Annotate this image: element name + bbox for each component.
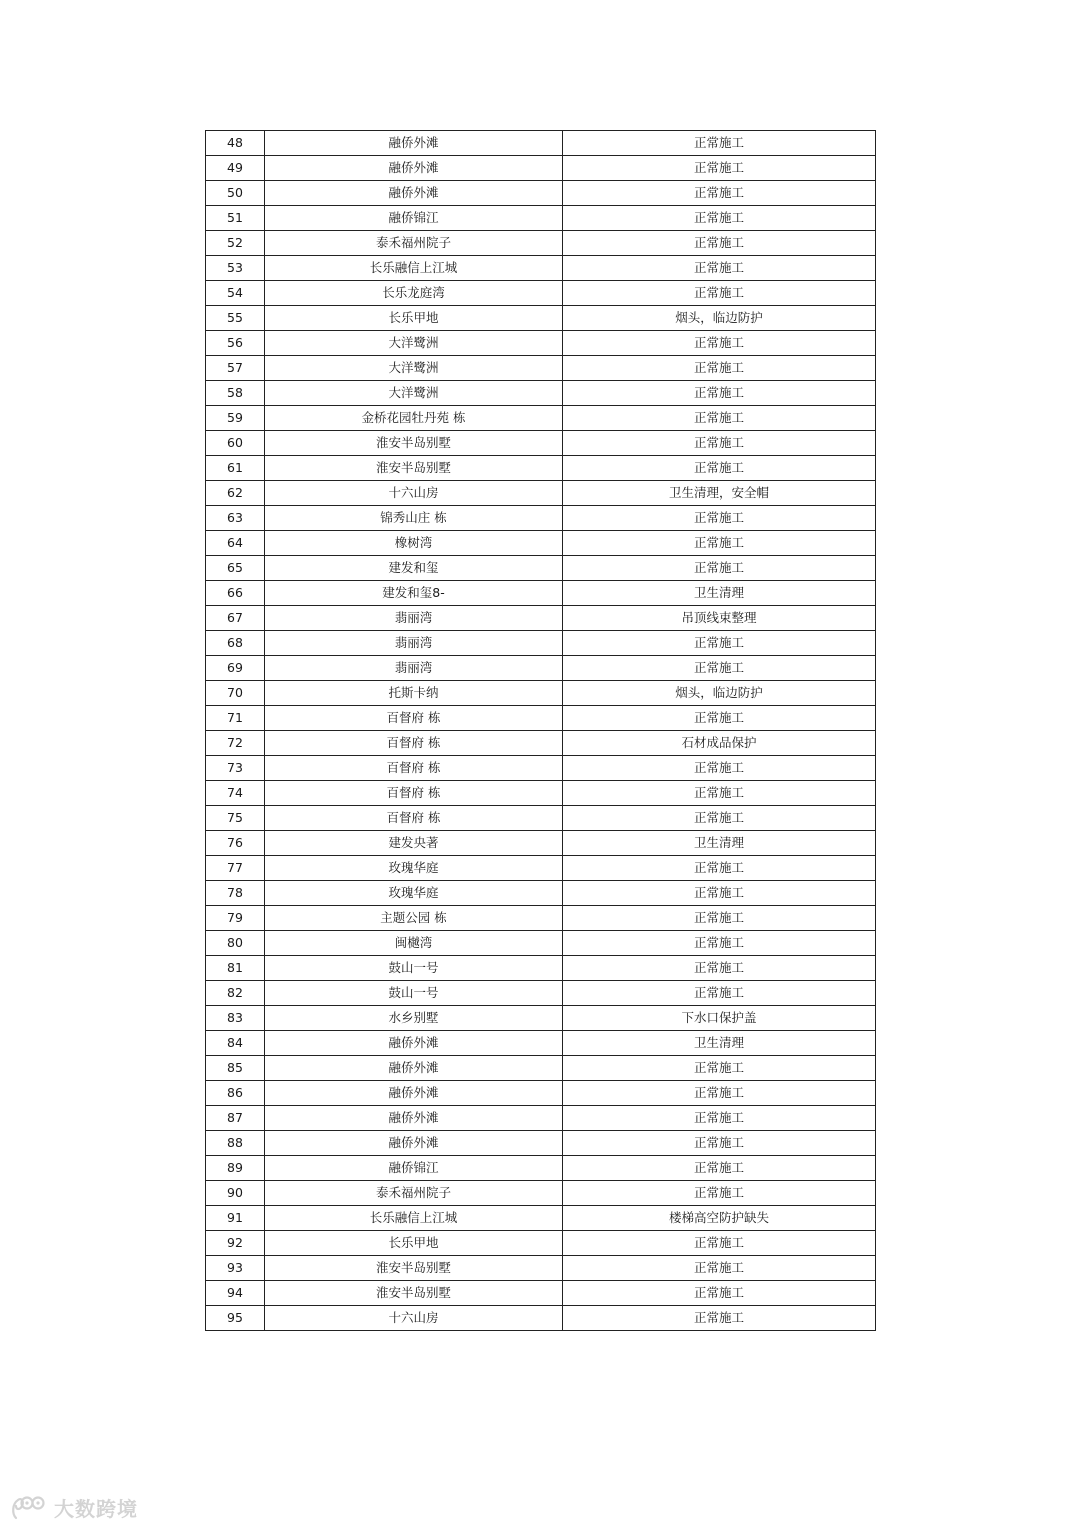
- inspection-table: [205, 130, 876, 1331]
- row-number: 53: [206, 256, 265, 281]
- project-name: 长乐甲地: [265, 306, 563, 331]
- table-row: [206, 1231, 876, 1256]
- project-name: 翡丽湾: [265, 631, 563, 656]
- table-row: [206, 1306, 876, 1331]
- table-row: [206, 156, 876, 181]
- project-name: 百督府 栋: [265, 706, 563, 731]
- row-number: 93: [206, 1256, 265, 1281]
- inspection-status: 卫生清理: [563, 581, 876, 606]
- inspection-status: 正常施工: [563, 206, 876, 231]
- inspection-status: 正常施工: [563, 556, 876, 581]
- table-row: [206, 1031, 876, 1056]
- inspection-status: 正常施工: [563, 981, 876, 1006]
- table-row: [206, 331, 876, 356]
- table-row: [206, 681, 876, 706]
- project-name: 融侨外滩: [265, 1056, 563, 1081]
- inspection-status: 正常施工: [563, 531, 876, 556]
- project-name: 融侨锦江: [265, 1156, 563, 1181]
- table-row: [206, 506, 876, 531]
- row-number: 81: [206, 956, 265, 981]
- inspection-status: 烟头，临边防护: [563, 681, 876, 706]
- table-row: [206, 281, 876, 306]
- table-row: [206, 431, 876, 456]
- table-row: [206, 481, 876, 506]
- table-row: [206, 306, 876, 331]
- table-row: [206, 131, 876, 156]
- table-row: [206, 781, 876, 806]
- inspection-status: 正常施工: [563, 456, 876, 481]
- table-row: [206, 356, 876, 381]
- inspection-status: 正常施工: [563, 156, 876, 181]
- table-row: [206, 731, 876, 756]
- project-name: 长乐融信上江城: [265, 1206, 563, 1231]
- inspection-status: 正常施工: [563, 1231, 876, 1256]
- table-row: [206, 856, 876, 881]
- inspection-status: 正常施工: [563, 506, 876, 531]
- table-row: [206, 181, 876, 206]
- brand-logo-icon: [10, 1494, 48, 1522]
- project-name: 淮安半岛别墅: [265, 456, 563, 481]
- project-name: 大洋鹭洲: [265, 356, 563, 381]
- row-number: 74: [206, 781, 265, 806]
- inspection-status: 楼梯高空防护缺失: [563, 1206, 876, 1231]
- row-number: 69: [206, 656, 265, 681]
- table-body: [206, 131, 876, 1331]
- table-row: [206, 556, 876, 581]
- table-row: [206, 931, 876, 956]
- project-name: 翡丽湾: [265, 656, 563, 681]
- inspection-status: 正常施工: [563, 1081, 876, 1106]
- project-name: 百督府 栋: [265, 756, 563, 781]
- project-name: 泰禾福州院子: [265, 231, 563, 256]
- row-number: 52: [206, 231, 265, 256]
- inspection-status: 正常施工: [563, 1256, 876, 1281]
- project-name: 建发央著: [265, 831, 563, 856]
- table-row: [206, 656, 876, 681]
- project-name: 橡树湾: [265, 531, 563, 556]
- table-row: [206, 231, 876, 256]
- inspection-status: 正常施工: [563, 356, 876, 381]
- table-row: [206, 1056, 876, 1081]
- inspection-status: 正常施工: [563, 656, 876, 681]
- inspection-status: 正常施工: [563, 1106, 876, 1131]
- project-name: 水乡别墅: [265, 1006, 563, 1031]
- inspection-status: 正常施工: [563, 781, 876, 806]
- table-row: [206, 1156, 876, 1181]
- inspection-status: 卫生清理，安全帽: [563, 481, 876, 506]
- project-name: 建发和玺8-: [265, 581, 563, 606]
- project-name: 百督府 栋: [265, 781, 563, 806]
- project-name: 大洋鹭洲: [265, 381, 563, 406]
- row-number: 82: [206, 981, 265, 1006]
- inspection-status: 正常施工: [563, 756, 876, 781]
- project-name: 鼓山一号: [265, 981, 563, 1006]
- inspection-status: 正常施工: [563, 131, 876, 156]
- inspection-status: 正常施工: [563, 1056, 876, 1081]
- watermark-text: 大数跨境: [54, 1497, 138, 1521]
- row-number: 61: [206, 456, 265, 481]
- inspection-status: 正常施工: [563, 806, 876, 831]
- table-row: [206, 606, 876, 631]
- project-name: 融侨锦江: [265, 206, 563, 231]
- row-number: 55: [206, 306, 265, 331]
- row-number: 51: [206, 206, 265, 231]
- row-number: 75: [206, 806, 265, 831]
- project-name: 翡丽湾: [265, 606, 563, 631]
- project-name: 融侨外滩: [265, 1106, 563, 1131]
- row-number: 66: [206, 581, 265, 606]
- row-number: 57: [206, 356, 265, 381]
- project-name: 鼓山一号: [265, 956, 563, 981]
- row-number: 49: [206, 156, 265, 181]
- row-number: 85: [206, 1056, 265, 1081]
- inspection-status: 正常施工: [563, 706, 876, 731]
- project-name: 淮安半岛别墅: [265, 1281, 563, 1306]
- project-name: 金桥花园牡丹苑 栋: [265, 406, 563, 431]
- row-number: 94: [206, 1281, 265, 1306]
- table-row: [206, 1006, 876, 1031]
- inspection-status: 正常施工: [563, 181, 876, 206]
- inspection-status: 卫生清理: [563, 831, 876, 856]
- inspection-status: 正常施工: [563, 956, 876, 981]
- table-row: [206, 981, 876, 1006]
- inspection-status: 正常施工: [563, 1306, 876, 1331]
- row-number: 76: [206, 831, 265, 856]
- row-number: 71: [206, 706, 265, 731]
- table-row: [206, 256, 876, 281]
- inspection-status: 下水口保护盖: [563, 1006, 876, 1031]
- row-number: 73: [206, 756, 265, 781]
- inspection-status: 正常施工: [563, 331, 876, 356]
- inspection-status: 正常施工: [563, 1156, 876, 1181]
- inspection-status: 正常施工: [563, 1181, 876, 1206]
- row-number: 84: [206, 1031, 265, 1056]
- inspection-status: 正常施工: [563, 631, 876, 656]
- row-number: 89: [206, 1156, 265, 1181]
- inspection-status: 正常施工: [563, 1131, 876, 1156]
- inspection-status: 正常施工: [563, 256, 876, 281]
- table-row: [206, 1131, 876, 1156]
- table-row: [206, 906, 876, 931]
- inspection-status: 正常施工: [563, 431, 876, 456]
- project-name: 托斯卡纳: [265, 681, 563, 706]
- row-number: 95: [206, 1306, 265, 1331]
- inspection-status: 正常施工: [563, 406, 876, 431]
- inspection-status: 正常施工: [563, 931, 876, 956]
- row-number: 80: [206, 931, 265, 956]
- project-name: 玫瑰华庭: [265, 881, 563, 906]
- row-number: 86: [206, 1081, 265, 1106]
- project-name: 长乐甲地: [265, 1231, 563, 1256]
- row-number: 48: [206, 131, 265, 156]
- inspection-status: 烟头，临边防护: [563, 306, 876, 331]
- table-row: [206, 581, 876, 606]
- project-name: 泰禾福州院子: [265, 1181, 563, 1206]
- row-number: 78: [206, 881, 265, 906]
- project-name: 融侨外滩: [265, 1081, 563, 1106]
- inspection-status: 正常施工: [563, 906, 876, 931]
- inspection-status: 正常施工: [563, 231, 876, 256]
- row-number: 87: [206, 1106, 265, 1131]
- table-row: [206, 756, 876, 781]
- watermark: [10, 1493, 138, 1522]
- table-row: [206, 1081, 876, 1106]
- table-row: [206, 381, 876, 406]
- inspection-status: 正常施工: [563, 381, 876, 406]
- table-row: [206, 631, 876, 656]
- project-name: 十六山房: [265, 1306, 563, 1331]
- project-name: 长乐融信上江城: [265, 256, 563, 281]
- row-number: 67: [206, 606, 265, 631]
- row-number: 79: [206, 906, 265, 931]
- table-row: [206, 1206, 876, 1231]
- row-number: 59: [206, 406, 265, 431]
- project-name: 十六山房: [265, 481, 563, 506]
- project-name: 主题公园 栋: [265, 906, 563, 931]
- row-number: 83: [206, 1006, 265, 1031]
- row-number: 63: [206, 506, 265, 531]
- inspection-status: 卫生清理: [563, 1031, 876, 1056]
- project-name: 融侨外滩: [265, 131, 563, 156]
- row-number: 64: [206, 531, 265, 556]
- table-row: [206, 456, 876, 481]
- table-row: [206, 206, 876, 231]
- row-number: 68: [206, 631, 265, 656]
- row-number: 58: [206, 381, 265, 406]
- table-row: [206, 831, 876, 856]
- table-row: [206, 706, 876, 731]
- project-name: 融侨外滩: [265, 1131, 563, 1156]
- table-row: [206, 531, 876, 556]
- row-number: 60: [206, 431, 265, 456]
- row-number: 70: [206, 681, 265, 706]
- project-name: 锦秀山庄 栋: [265, 506, 563, 531]
- project-name: 融侨外滩: [265, 1031, 563, 1056]
- row-number: 92: [206, 1231, 265, 1256]
- row-number: 65: [206, 556, 265, 581]
- project-name: 长乐龙庭湾: [265, 281, 563, 306]
- project-name: 闽樾湾: [265, 931, 563, 956]
- project-name: 百督府 栋: [265, 731, 563, 756]
- table-row: [206, 1256, 876, 1281]
- project-name: 玫瑰华庭: [265, 856, 563, 881]
- inspection-status: 正常施工: [563, 881, 876, 906]
- project-name: 建发和玺: [265, 556, 563, 581]
- inspection-status: 石材成品保护: [563, 731, 876, 756]
- table-row: [206, 1106, 876, 1131]
- row-number: 90: [206, 1181, 265, 1206]
- table-row: [206, 806, 876, 831]
- table-row: [206, 1281, 876, 1306]
- project-name: 融侨外滩: [265, 156, 563, 181]
- row-number: 77: [206, 856, 265, 881]
- project-name: 融侨外滩: [265, 181, 563, 206]
- row-number: 54: [206, 281, 265, 306]
- row-number: 88: [206, 1131, 265, 1156]
- table-row: [206, 1181, 876, 1206]
- row-number: 62: [206, 481, 265, 506]
- project-name: 百督府 栋: [265, 806, 563, 831]
- project-name: 淮安半岛别墅: [265, 1256, 563, 1281]
- inspection-status: 吊顶线束整理: [563, 606, 876, 631]
- project-name: 淮安半岛别墅: [265, 431, 563, 456]
- inspection-status: 正常施工: [563, 856, 876, 881]
- table-row: [206, 406, 876, 431]
- inspection-status: 正常施工: [563, 281, 876, 306]
- row-number: 50: [206, 181, 265, 206]
- table-row: [206, 881, 876, 906]
- table-row: [206, 956, 876, 981]
- inspection-status: 正常施工: [563, 1281, 876, 1306]
- project-name: 大洋鹭洲: [265, 331, 563, 356]
- row-number: 91: [206, 1206, 265, 1231]
- row-number: 56: [206, 331, 265, 356]
- row-number: 72: [206, 731, 265, 756]
